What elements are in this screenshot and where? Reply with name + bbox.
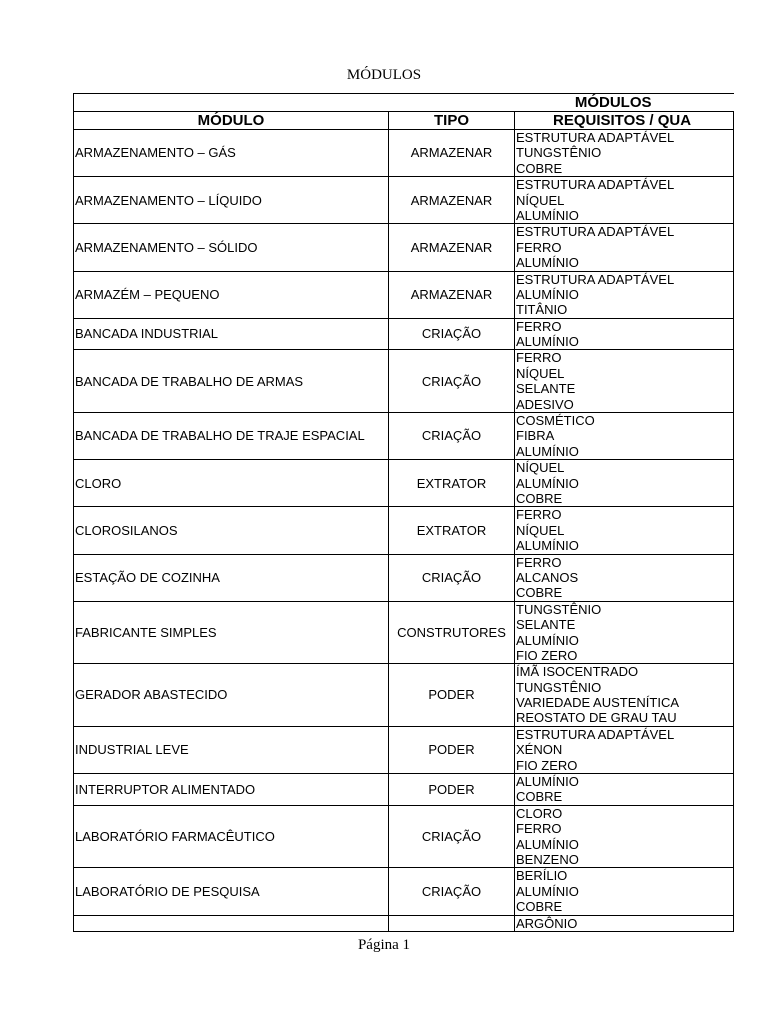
cell-modulo: INTERRUPTOR ALIMENTADO	[74, 774, 389, 806]
requisito-item: FERRO	[516, 507, 562, 523]
cell-requisitos	[515, 726, 734, 773]
table-row	[74, 177, 734, 224]
requisito-item: ARGÔNIO	[516, 915, 578, 931]
requisito-item: BENZENO	[516, 851, 579, 867]
header-modulo: MÓDULO	[74, 112, 389, 130]
cell-tipo: CRIAÇÃO	[389, 318, 515, 350]
cell-tipo: CRIAÇÃO	[389, 805, 515, 868]
cell-requisitos	[515, 915, 734, 931]
cell-requisitos	[515, 318, 734, 350]
cell-modulo: LABORATÓRIO FARMACÊUTICO	[74, 805, 389, 868]
page-header-title: MÓDULOS	[346, 67, 422, 83]
cell-tipo: CRIAÇÃO	[389, 350, 515, 413]
requisito-item: ESTRUTURA ADAPTÁVEL	[516, 130, 675, 145]
cell-requisitos	[515, 460, 734, 507]
requisito-item: ADESIVO	[516, 396, 574, 412]
cell-modulo: BANCADA DE TRABALHO DE ARMAS	[74, 350, 389, 413]
requisito-item: FIBRA	[516, 428, 555, 444]
requisito-item: ESTRUTURA ADAPTÁVEL	[516, 177, 675, 193]
requisito-item: FIO ZERO	[516, 647, 578, 663]
cell-modulo: ARMAZENAMENTO – LÍQUIDO	[74, 177, 389, 224]
cell-tipo: ARMAZENAR	[389, 271, 515, 318]
cell-tipo: ARMAZENAR	[389, 177, 515, 224]
table-row	[74, 726, 734, 773]
cell-modulo: CLORO	[74, 460, 389, 507]
requisito-item: SELANTE	[516, 617, 576, 633]
cell-requisitos	[515, 507, 734, 554]
requisito-item: ALUMÍNIO	[516, 475, 579, 491]
table-row	[74, 350, 734, 413]
table-row	[74, 915, 734, 931]
cell-requisitos	[515, 805, 734, 868]
cell-requisitos	[515, 177, 734, 224]
cell-tipo: PODER	[389, 664, 515, 727]
requisito-item: COBRE	[516, 160, 563, 176]
cell-requisitos	[515, 554, 734, 601]
requisito-item: XÉNON	[516, 742, 563, 758]
cell-tipo: CONSTRUTORES	[389, 601, 515, 664]
table-row	[74, 554, 734, 601]
requisito-item: ALUMÍNIO	[516, 774, 579, 790]
requisito-item: NÍQUEL	[516, 522, 565, 538]
cell-tipo	[389, 915, 515, 931]
cell-tipo: PODER	[389, 726, 515, 773]
requisito-item: ÍMÃ ISOCENTRADO	[516, 664, 639, 680]
cell-requisitos	[515, 224, 734, 271]
cell-tipo: CRIAÇÃO	[389, 554, 515, 601]
requisito-item: ALUMÍNIO	[516, 207, 579, 223]
cell-requisitos	[515, 664, 734, 727]
table-row	[74, 318, 734, 350]
requisito-item: ALUMÍNIO	[516, 632, 579, 648]
requisito-item: ALUMÍNIO	[516, 255, 579, 271]
cell-requisitos	[515, 271, 734, 318]
requisito-item: COBRE	[516, 490, 563, 506]
requisito-item: ESTRUTURA ADAPTÁVEL	[516, 726, 675, 742]
requisito-item: ALUMÍNIO	[516, 883, 579, 899]
requisito-item: VARIEDADE AUSTENÍTICA	[516, 695, 680, 711]
cell-tipo: EXTRATOR	[389, 460, 515, 507]
cell-modulo: LABORATÓRIO DE PESQUISA	[74, 868, 389, 915]
cell-modulo: ARMAZENAMENTO – SÓLIDO	[74, 224, 389, 271]
cell-tipo: ARMAZENAR	[389, 224, 515, 271]
requisito-item: COBRE	[516, 585, 563, 601]
requisito-item: FERRO	[516, 239, 562, 255]
cell-requisitos	[515, 413, 734, 460]
cell-tipo: CRIAÇÃO	[389, 413, 515, 460]
table-title: MÓDULOS	[74, 94, 734, 112]
spreadsheet-area	[73, 93, 692, 931]
requisito-item: ALUMÍNIO	[516, 286, 579, 302]
modules-table	[73, 93, 734, 932]
cell-tipo: EXTRATOR	[389, 507, 515, 554]
requisito-item: ESTRUTURA ADAPTÁVEL	[516, 224, 675, 240]
table-row	[74, 868, 734, 915]
requisito-item: ALUMÍNIO	[516, 538, 579, 554]
cell-requisitos	[515, 868, 734, 915]
requisito-item: COBRE	[516, 899, 563, 915]
requisito-item: FERRO	[516, 318, 562, 334]
cell-modulo: ARMAZÉM – PEQUENO	[74, 271, 389, 318]
requisito-item: REOSTATO DE GRAU TAU	[516, 710, 677, 726]
cell-tipo: CRIAÇÃO	[389, 868, 515, 915]
table-title-row	[74, 94, 734, 112]
cell-modulo	[74, 915, 389, 931]
requisito-item: FERRO	[516, 350, 562, 366]
requisito-item: COSMÉTICO	[516, 413, 595, 429]
cell-modulo: FABRICANTE SIMPLES	[74, 601, 389, 664]
table-row	[74, 413, 734, 460]
requisito-item: SELANTE	[516, 381, 576, 397]
table-row	[74, 805, 734, 868]
requisito-item: BERÍLIO	[516, 868, 568, 884]
requisito-item: TITÂNIO	[516, 302, 568, 318]
requisito-item: ALUMÍNIO	[516, 836, 579, 852]
cell-tipo: ARMAZENAR	[389, 130, 515, 177]
requisito-item: NÍQUEL	[516, 365, 565, 381]
table-header-row	[74, 112, 734, 130]
table-row	[74, 774, 734, 806]
table-row	[74, 664, 734, 727]
requisito-item: CLORO	[516, 805, 563, 821]
cell-modulo: ESTAÇÃO DE COZINHA	[74, 554, 389, 601]
requisito-item: TUNGSTÊNIO	[516, 679, 602, 695]
table-row	[74, 271, 734, 318]
requisito-item: FIO ZERO	[516, 757, 578, 773]
requisito-item: COBRE	[516, 789, 563, 805]
table-row	[74, 460, 734, 507]
cell-modulo: BANCADA DE TRABALHO DE TRAJE ESPACIAL	[74, 413, 389, 460]
cell-modulo: BANCADA INDUSTRIAL	[74, 318, 389, 350]
requisito-item: FERRO	[516, 554, 562, 570]
table-row	[74, 601, 734, 664]
requisito-item: ALUMÍNIO	[516, 334, 579, 350]
cell-requisitos	[515, 350, 734, 413]
requisito-item: ESTRUTURA ADAPTÁVEL	[516, 271, 675, 287]
table-row	[74, 224, 734, 271]
requisito-item: ALUMÍNIO	[516, 443, 579, 459]
table-row	[74, 507, 734, 554]
requisito-item: TUNGSTÊNIO	[516, 601, 602, 617]
requisito-item: FERRO	[516, 821, 562, 837]
cell-modulo: ARMAZENAMENTO – GÁS	[74, 130, 389, 177]
cell-modulo: CLOROSILANOS	[74, 507, 389, 554]
header-tipo: TIPO	[389, 112, 515, 130]
cell-tipo: PODER	[389, 774, 515, 806]
table-row	[74, 130, 734, 177]
requisito-item: NÍQUEL	[516, 460, 565, 476]
page-number: Página 1	[357, 937, 411, 953]
header-requisitos: REQUISITOS / QUA	[515, 112, 734, 130]
cell-requisitos	[515, 774, 734, 806]
requisito-item: TUNGSTÊNIO	[516, 145, 602, 161]
cell-modulo: GERADOR ABASTECIDO	[74, 664, 389, 727]
requisito-item: NÍQUEL	[516, 192, 565, 208]
cell-requisitos	[515, 130, 734, 177]
requisito-item: ALCANOS	[516, 569, 579, 585]
cell-modulo: INDUSTRIAL LEVE	[74, 726, 389, 773]
cell-requisitos	[515, 601, 734, 664]
